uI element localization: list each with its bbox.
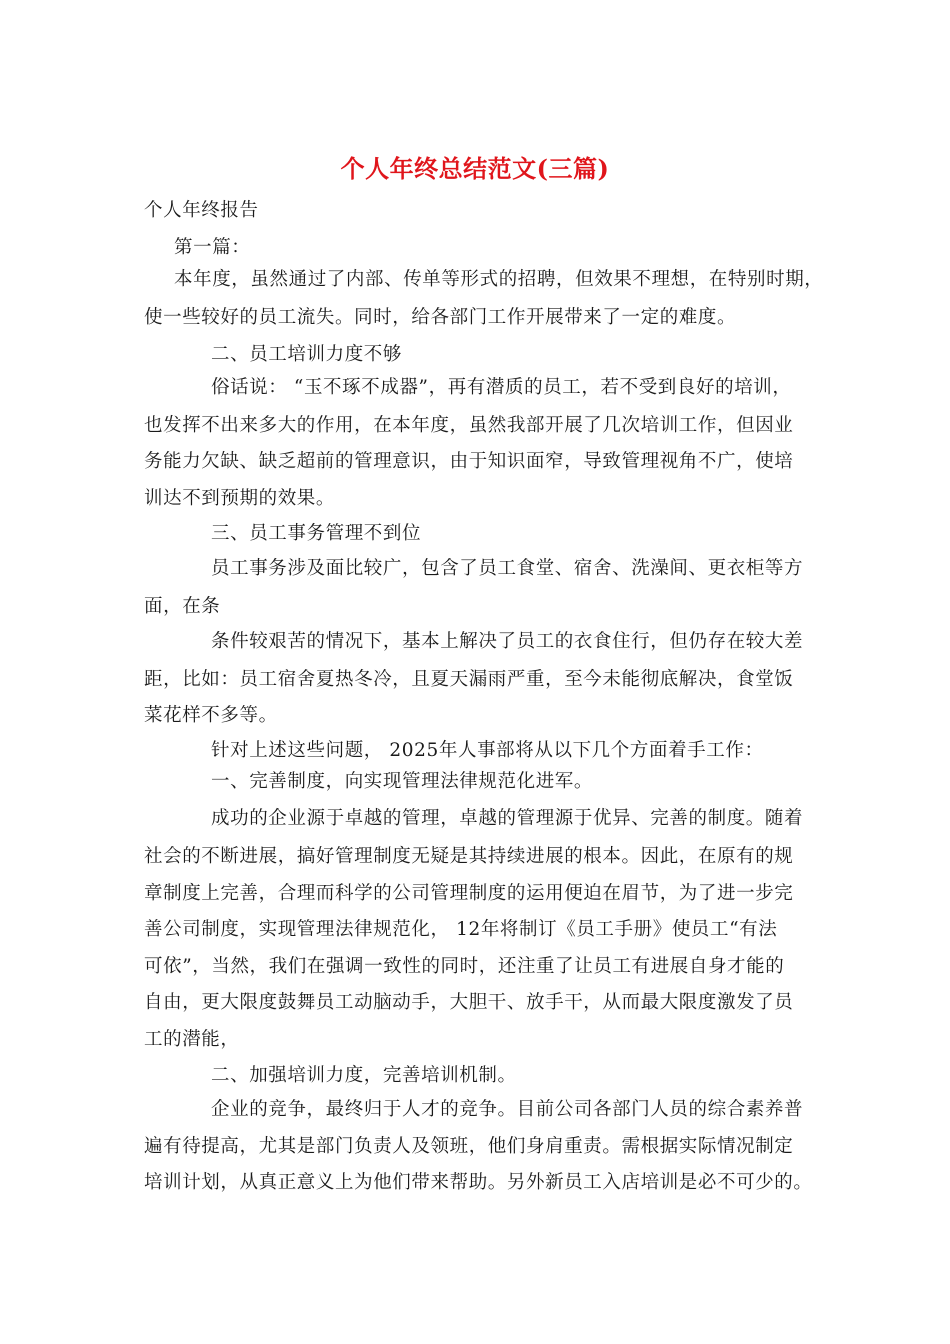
- text-line: 员工事务涉及面比较广，包含了员工食堂、宿舍、洗澡间、更衣柜等方: [211, 558, 804, 579]
- text-line: 企业的竞争，最终归于人才的竞争。目前公司各部门人员的综合素养普: [211, 1099, 804, 1120]
- text-line: 遍有待提高，尤其是部门负责人及领班，他们身肩重责。需根据实际情况制定: [144, 1136, 794, 1157]
- text-line: 二、员工培训力度不够: [211, 344, 403, 365]
- text-line: 善公司制度，实现管理法律规范化， 12年将制订《员工手册》使员工“有法: [144, 919, 778, 940]
- text-line: 距，比如：员工宿舍夏热冬冷，且夏天漏雨严重，至今未能彻底解决，食堂饭: [144, 669, 794, 690]
- text-line: 自由，更大限度鼓舞员工动脑动手，大胆干、放手干，从而最大限度激发了员: [144, 992, 794, 1013]
- text-line: 针对上述这些问题， 2025年人事部将从以下几个方面着手工作：: [211, 740, 764, 761]
- text-line: 第一篇：: [174, 237, 251, 258]
- text-line: 二、加强培训力度，完善培训机制。: [211, 1065, 517, 1086]
- text-line: 章制度上完善，合理而科学的公司管理制度的运用便迫在眉节，为了进一步完: [144, 883, 794, 904]
- text-line: 面，在条: [144, 596, 221, 617]
- text-line: 俗话说： “玉不琢不成器”，再有潜质的员工，若不受到良好的培训，: [211, 377, 792, 398]
- text-line: 也发挥不出来多大的作用，在本年度，虽然我部开展了几次培训工作，但因业: [144, 415, 794, 436]
- text-line: 社会的不断进展，搞好管理制度无疑是其持续进展的根本。因此，在原有的规: [144, 846, 794, 867]
- text-line: 可依”，当然，我们在强调一致性的同时，还注重了让员工有进展自身才能的: [144, 956, 785, 977]
- text-line: 使一些较好的员工流失。同时，给各部门工作开展带来了一定的难度。: [144, 307, 737, 328]
- text-line: 个人年终报告: [144, 200, 259, 221]
- text-line: 条件较艰苦的情况下，基本上解决了员工的衣食住行，但仍存在较大差: [211, 631, 804, 652]
- text-line: 成功的企业源于卓越的管理，卓越的管理源于优异、完善的制度。随着: [211, 808, 804, 829]
- text-line: 菜花样不多等。: [144, 705, 278, 726]
- text-line: 培训计划，从真正意义上为他们带来帮助。另外新员工入店培训是必不可少的。: [144, 1172, 813, 1193]
- text-line: 务能力欠缺、缺乏超前的管理意识，由于知识面窄，导致管理视角不广，使培: [144, 451, 794, 472]
- document-title: 个人年终总结范文(三篇): [340, 154, 610, 183]
- text-line: 训达不到预期的效果。: [144, 488, 336, 509]
- text-line: 三、员工事务管理不到位: [211, 523, 422, 544]
- text-line: 一、完善制度，向实现管理法律规范化进军。: [211, 771, 594, 792]
- text-line: 工的潜能，: [144, 1029, 240, 1050]
- text-line: 本年度，虽然通过了内部、传单等形式的招聘，但效果不理想，在特别时期，: [174, 269, 824, 290]
